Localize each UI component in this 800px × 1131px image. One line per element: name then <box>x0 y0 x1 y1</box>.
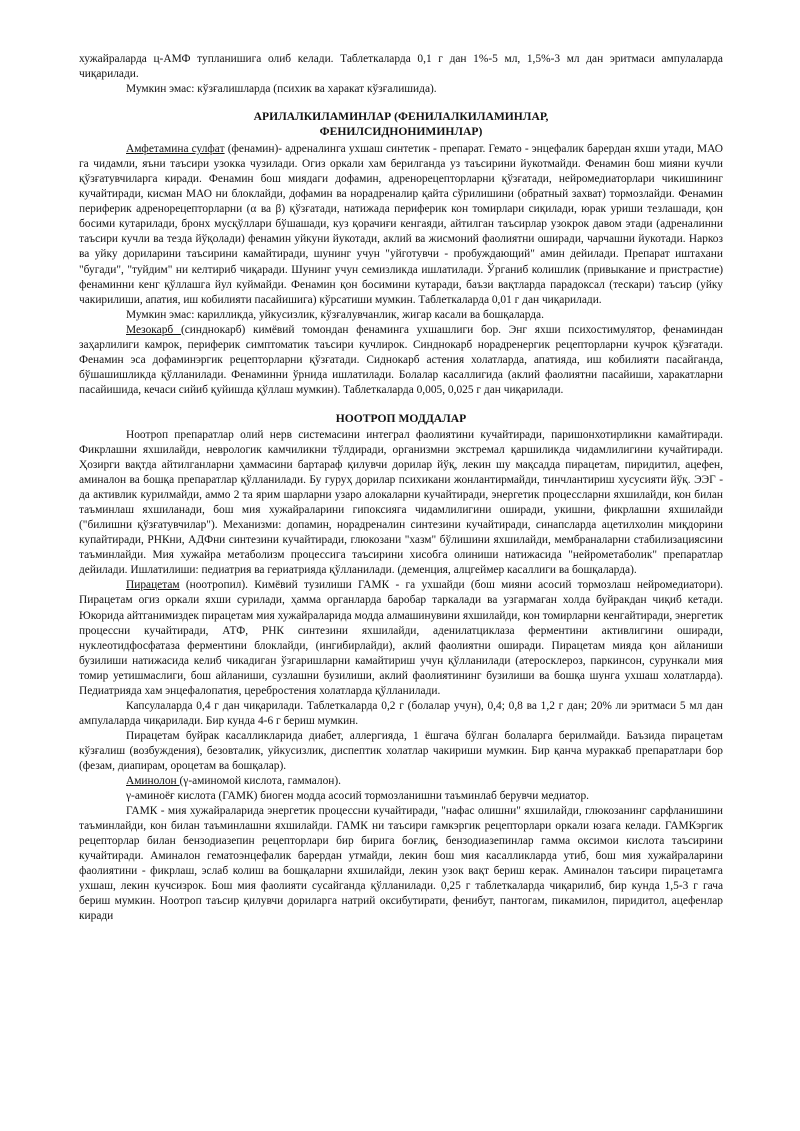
piracetam-contraindication-paragraph: Пирацетам буйрак касалликларида диабет, аллергияда, 1 ёшгача бўлган болаларга берилмайди. Баъзида пирацетам кўзғалиш (возбуждения), безовталик, уйкусизлик, диспептик холатлар чакириши мумкин. Бир қанча мураккаб препаратлари бор (фезам, диапирам, ороцетам ва бошқалар). <box>79 729 723 772</box>
gaba-paragraph: γ-аминоёғ кислота (ГАМК) биоген модда асосий тормозланишни таъминлаб берувчи медиатор. <box>126 790 590 803</box>
piracetam-text: (ноотропил). Кимёвий тузилиши ГАМК - га ухшайди (бош мияни асосий тормозлаш нейромедиатори). Пирацетам огиз оркали яхши сурилади, ҳамма органларда баробар таркалади ва узгармаган холда буйракдан чиқиб кетади. Юкорида айтганимиздек пирацетам мия хужайраларида модда алмашинувини яхшилайди, кон томирларни кенгайтиради, энергетик процессни кучайтиради, АТФ, РНК синтезини яхшилайди, аденилатциклаза ферментини активлигини оширади, нуклеотидфосфатаза ферментини блоклайди, (ингибирлайди), аклий фаолиятни оширади. Пирацетам мияда қон айланиши бузилиши натижасида келиб чикадиган ўзгаришларни камайтириш учун қўлланилади (атеросклероз, паркинсон, сурункали мия томир уетишмаслиги, бош айланиши, сузлашни бузилиши, аклий фаолиятининг бузилиши ва бошқа шунга ухшаш холатларда). Педиатрияда хам энцефалопатия, церебростения холатларда қўлланилади. <box>79 579 723 697</box>
amphetamine-contraindication: Мумкин эмас: карилликда, уйкусизлик, кўзғалувчанлик, жигар касали ва бошқаларда. <box>126 308 544 321</box>
amphetamine-paragraph <box>79 142 723 308</box>
aminalon-paragraph <box>79 774 723 789</box>
intro-contraindication: Мумкин эмас: кўзғалишларда (психик ва харакат кўзғалишида). <box>126 83 437 96</box>
piracetam-term: Пирацетам <box>126 579 180 592</box>
intro-paragraph: хужайраларда ц-АМФ тупланишига олиб келади. Таблеткаларда 0,1 г дан 1%-5 мл, 1,5%-3 мл дан эритмаси ампулаларда чиқарилади. <box>79 53 723 81</box>
heading-line-2: ФЕНИЛСИДНОНИМИНЛАР) <box>319 125 483 139</box>
nootropics-intro-paragraph: Ноотроп препаратлар олий нерв системасини интеграл фаолиятини кучайтиради, паришонхотирликни камайтиради. Фикрлашни яхшилайди, неврологик камчиликни тўлдиради, организмни экстремал қаршиликда чидамлилигини кучайтиради. Ҳозирги вақтда айтилганларни ҳаммасини бартараф қилувчи дорилар йўқ, лекин шу мақсадда пирацетам, пиридитил, ацефен, аминалон ва бошқа препаратлар қўлланилади. Бу гуруҳ дорилар психикани жонлантирмайди, тинчлантириш хусусияти йўқ. ЭЭГ - да активлик курилмайди, аммо 2 та ярим шарларни узаро алокаларни кучайтиради, энергетик процессларни яхшилайди, кон билан таъминлаш яхшиланади, бош мия хужайраларини гипоксияга чидамлилигини оширади, укишни, фикрлашни яхшилайди ("билишни қўзғатувчилар"). Механизми: допамин, норадреналин синтезини кучайтиради, синапсларда ацетилхолин миқдорини купайтиради, РНКни, АДФни синтезини кучайтиради, глюкозани "хазм" бўлишини яхшилайди, мембраналарни стабилизациясини таъминлайди. Мия хужайра метаболизм процессига таъсирини хисобга олиниши натижасида "нейрометаболик" препаратлар дейилади. Ишлатилиши: педиатрия ва гериатрияда қўлланилади. (деменция, алцгеймер касаллиги ва бошқаларда). <box>79 428 723 577</box>
gaba-effects-paragraph: ГАМК - мия хужайраларида энергетик процессни кучайтиради, "нафас олишни" яхшилайди, глюкозанинг сарфланишини таъминлайди, кон билан таъминлашни яхшилайди. ГАМК ни таъсири гамкэргик рецепторлари оркали юзага келади. ГАМКэргик рецепторлар билан бензодиазепин рецепторлари бир бирига боғлиқ, бензодиазепинлар гамма оксимои кислота таъсирини кучайтиради. Аминалон гематоэнцефалик барердан утмайди, лекин бош мия касалликларда утиб, бош мия хужайраларини фаолиятини - фикрлаш, эслаб колиш ва бошқаларни яхшилайди, лекин узок вақт бериш керак. Аминалон таъсири пирацетамга ухшаш, лекин кучсизрок. Бош мия фаолияти сусайганда қўлланилади. 0,25 г таблеткаларда чиқарилиб, бир кунда 1,5-3 г гача бериш мумкин. Ноотроп таъсир қилувчи дориларга натрий оксибутирати, фенибут, пантогам, пикамилон, пиридитол, ацефенлар киради <box>79 805 723 923</box>
section-heading-arylalkylamines <box>79 109 723 139</box>
aminalon-text: (γ-аминомой кислота, гаммалон). <box>179 775 342 788</box>
aminalon-term: Аминолон <box>126 775 180 788</box>
heading-line-1: АРИЛАЛКИЛАМИНЛАР (ФЕНИЛАЛКИЛАМИНЛАР, <box>253 110 549 124</box>
piracetam-paragraph <box>79 578 723 698</box>
mesocarb-text: (синднокарб) кимёвий томондан фенаминга ухшашлиги бор. Энг яхши психостимулятор, фенаминдан заҳарлилиги камрок, периферик симптоматик таъсири кучлирок. Синднокарб норадренергик рецепторларни кучрок қўзғатади. Фенамин эса дофаминэргик рецепторларни қўзғатади. Сиднокарб астения холатларда, апатияда, иш кобилияти пасайганда, бўшашишликда қўлланилади. Фенаминни ўрнида ишлатилади. Болалар касаллигида (аклий фаолиятни пасайиши, харакатларни пасайишида, кечаси сийиб қуйишда қўллаш мумкин). Таблеткаларда 0,005, 0,025 г дан чиқарилади. <box>79 323 723 396</box>
section-heading-nootropics: НООТРОП МОДДАЛАР <box>335 411 467 425</box>
piracetam-forms-paragraph: Капсулаларда 0,4 г дан чиқарилади. Таблеткаларда 0,2 г (болалар учун), 0,4; 0,8 ва 1,2 г дан; 20% ли эритмаси 5 мл дан ампулаларда чиқарилади. Бир кунда 4-6 г бериш мумкин. <box>79 699 723 727</box>
mesocarb-paragraph <box>79 323 723 398</box>
mesocarb-term: Мезокарб <box>126 323 181 336</box>
amphetamine-text: (фенамин)- адреналинга ухшаш синтетик - препарат. Гемато - энцефалик барердан яхши утади, МАО га чидамли, яъни таъсири узокка чузилади. Огиз оркали хам берилганда уз таъсирини йукотмайди. Фенамин бош мияни кучли қўзғатувчиларга киради. Фенамин бош миядаги дофамин, адренорецепторларни қўзғатади, нейромедиаторлари чикишининг кучайтиради, кисман МАО ни блоклайди, дофамин ва норадреналир қайта сўрилишини (обратный захват) тормозлайди. Фенамин периферик адренорецепторларни (α ва β) қўзғатади, натижада периферик кон томирлари сиқилади, юрак уриши тезлашади, қон босими кутарилади, бронх мусқўллари бўшашади, куз қорачиғи кенгаяди, айтилган таъсирлар узокрок давом этади (адреналинни таъсири кучли ва тезда йўқолади) фенамин уйкуни йукотади, аклий ва жисмоний фаолиятни оширади, чарчашни йукотади. Наркоз ва уйку дориларини таъсирини камайтиради, шунинг учун "уйготувчи - пробуждающий" амин дейилади. Препарат иштахани "бугади", "туйдим" ни келтириб чиқаради. Шунинг учун семизликда ишлатилади. Ўрганиб колишлик (привыкание и пристрастие) фенаминни кенг қўллашга йул куймайди. Фенамин қон босимини кутаради, баъзи вақтларда парадоксал (тескари) таъсир (уйку чакирилиши, апатия, иш кобилияти пасайишига) кўрсатиши мумкин. Таблеткаларда 0,01 г дан чиқарилади. <box>79 143 724 306</box>
amphetamine-term: Амфетамина сулфат <box>126 143 225 156</box>
